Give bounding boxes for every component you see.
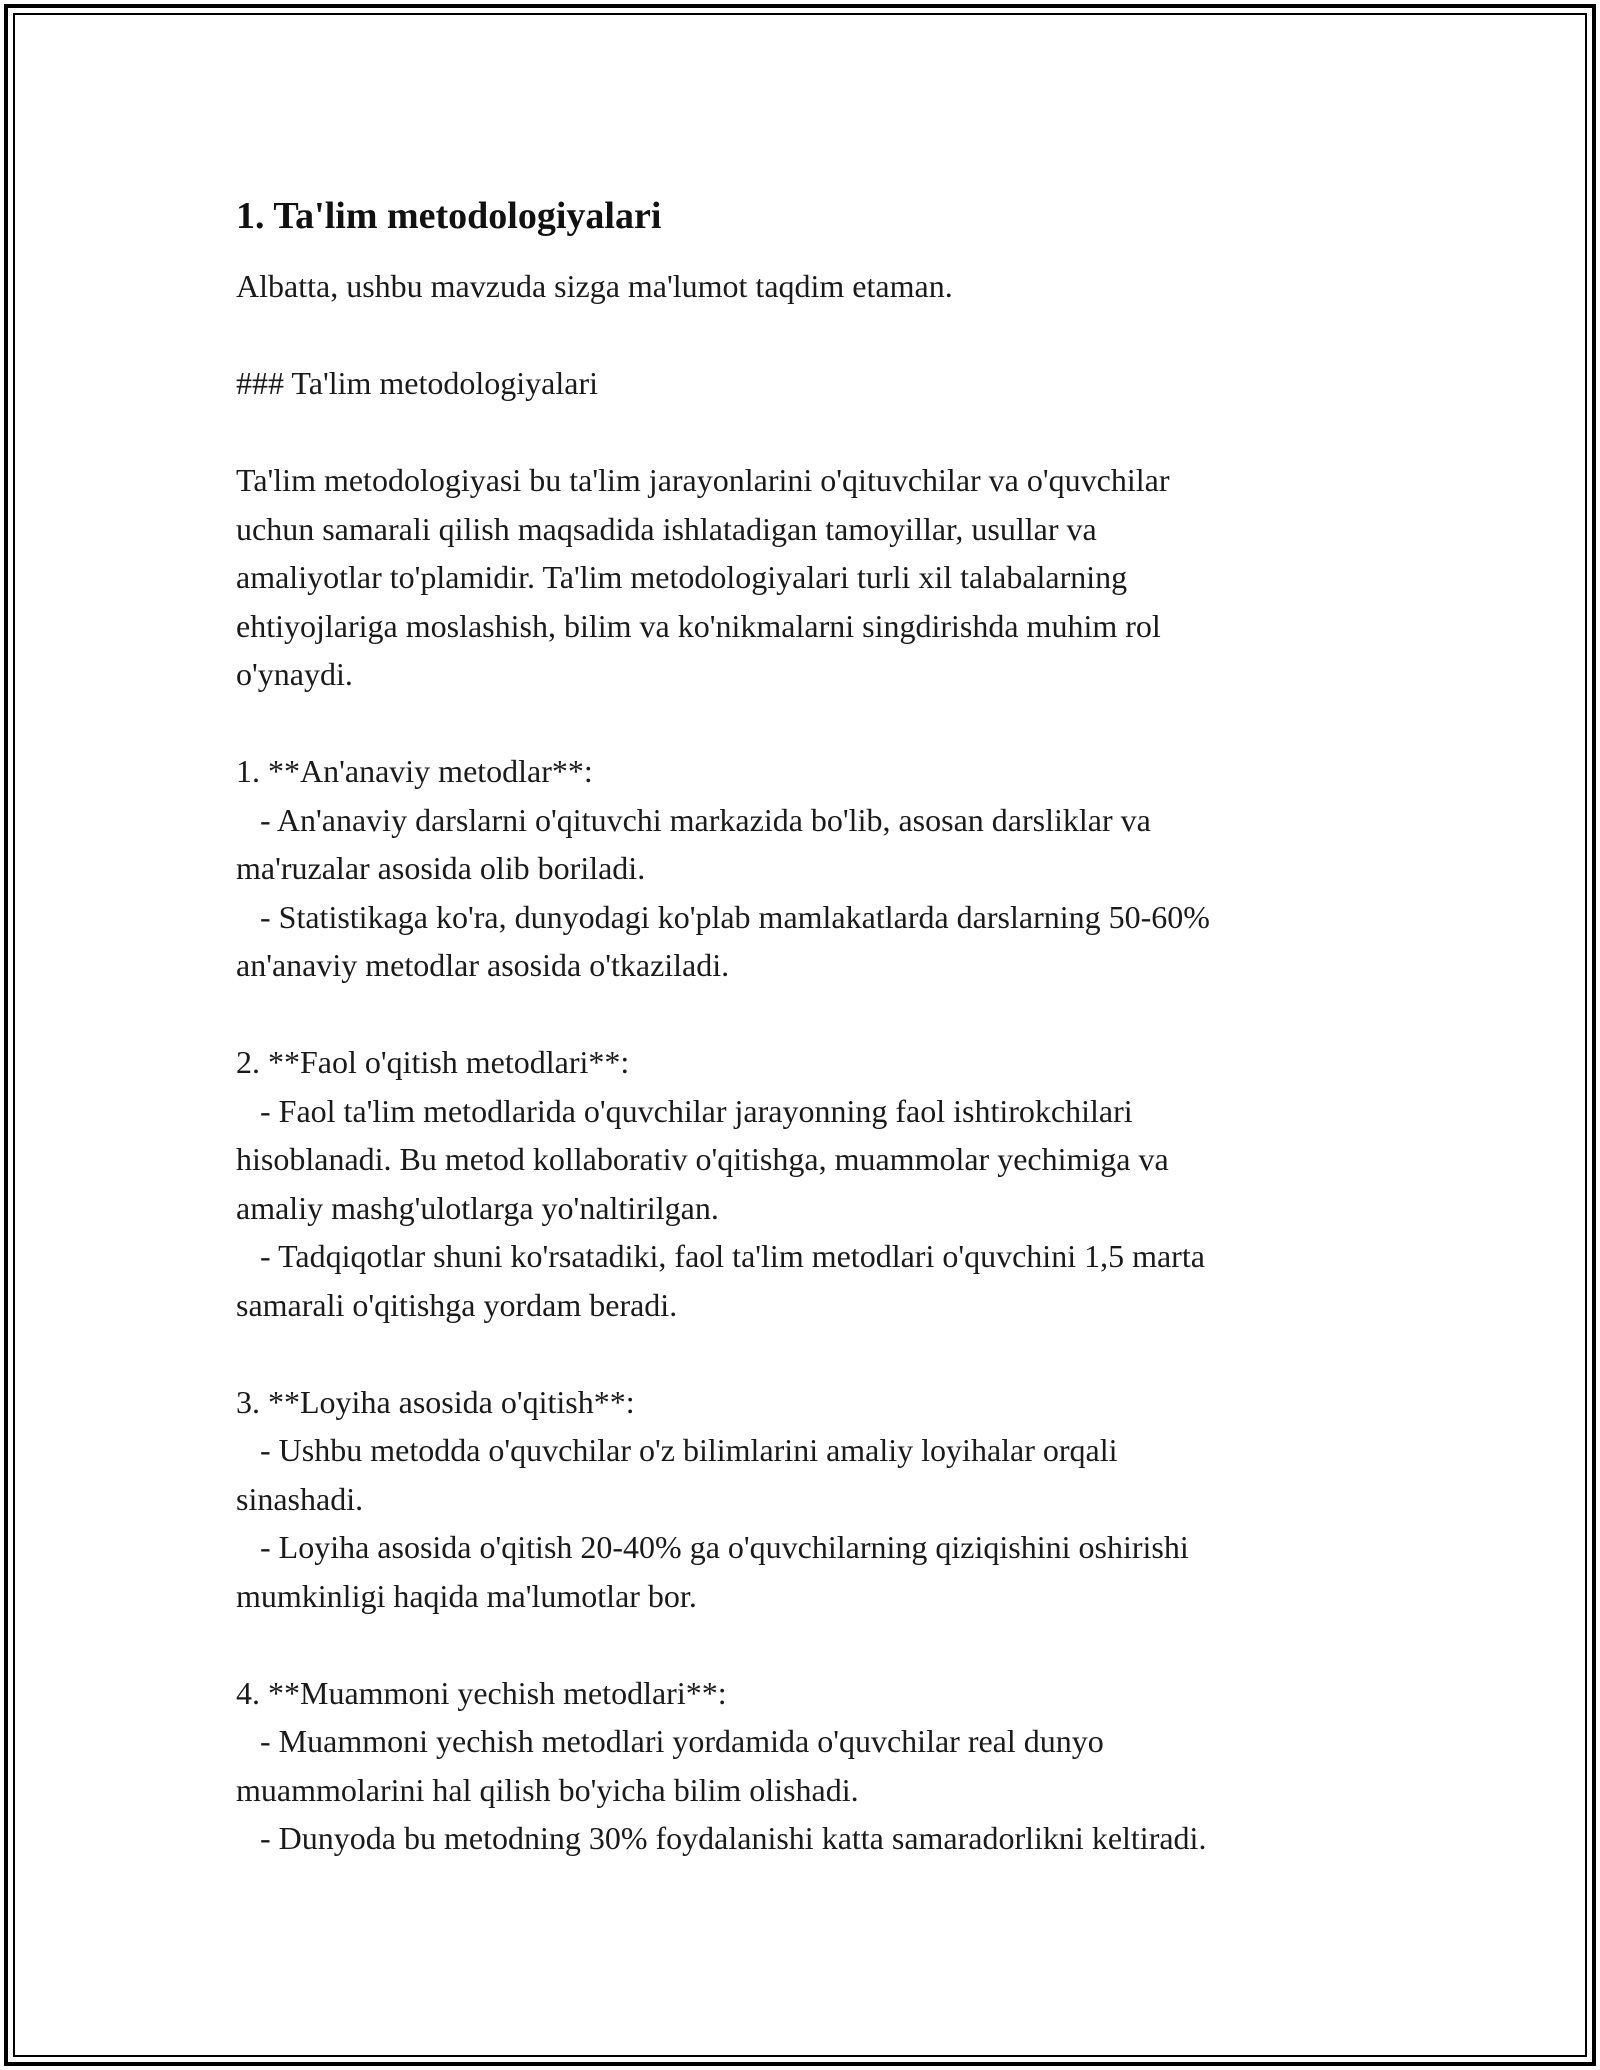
section-heading: 4. **Muammoni yechish metodlari**: — [236, 1674, 727, 1711]
section-problem-solving — [236, 1669, 1386, 1863]
section-project-based — [236, 1378, 1386, 1621]
subheading-text: ### Ta'lim metodologiyalari — [236, 365, 598, 401]
section-bullet: - Statistikaga ko'ra, dunyodagi ko'plab mamlakatlarda darslarning 50-60% an'anaviy metodlar asosida o'tkaziladi. — [236, 898, 1210, 983]
section-heading: 2. **Faol o'qitish metodlari**: — [236, 1044, 630, 1080]
section-bullet: - Faol ta'lim metodlarida o'quvchilar jarayonning faol ishtirokchilari hisoblanadi. Bu metod kollaborativ o'qitishga, muammolar yechimiga va amaliy mashg'ulotlarga yo'naltirilgan. — [236, 1092, 1169, 1226]
section-traditional-methods — [236, 747, 1386, 990]
section-bullet: - Dunyoda bu metodning 30% foydalanishi katta samaradorlikni keltiradi. — [236, 1820, 1207, 1856]
section-heading: 1. **An'anaviy metodlar**: — [236, 753, 593, 789]
section-bullet: - An'anaviy darslarni o'qituvchi markazida bo'lib, asosan darsliklar va ma'ruzalar asosida olib boriladi. — [236, 801, 1151, 886]
section-bullet: - Loyiha asosida o'qitish 20-40% ga o'quvchilarning qiziqishini oshirishi mumkinligi haqida ma'lumotlar bor. — [236, 1529, 1189, 1614]
section-bullet: - Tadqiqotlar shuni ko'rsatadiki, faol ta'lim metodlari o'quvchini 1,5 marta samarali o'qitishga yordam beradi. — [236, 1238, 1205, 1323]
section-heading: 3. **Loyiha asosida o'qitish**: — [236, 1383, 635, 1420]
section-active-learning — [236, 1038, 1386, 1329]
section-bullet: - Ushbu metodda o'quvchilar o'z bilimlarini amaliy loyihalar orqali sinashadi. — [236, 1432, 1118, 1517]
intro-text: Albatta, ushbu mavzuda sizga ma'lumot taqdim etaman. — [236, 268, 953, 304]
description-paragraph: Ta'lim metodologiyasi bu ta'lim jarayonlarini o'qituvchilar va o'quvchilar uchun samarali qilish maqsadida ishlatadigan tamoyillar, usullar va amaliyotlar to'plamidir. Ta'lim metodologiyalari turli xil talabalarning ehtiyojlariga moslashish, bilim va ko'nikmalarni singdirishda muhim rol o'ynaydi. — [236, 462, 1170, 692]
document-body — [236, 180, 1386, 1863]
section-bullet: - Muammoni yechish metodlari yordamida o'quvchilar real dunyo muammolarini hal qilish bo'yicha bilim olishadi. — [236, 1723, 1104, 1808]
page-title: 1. Ta'lim metodologiyalari — [236, 195, 662, 237]
